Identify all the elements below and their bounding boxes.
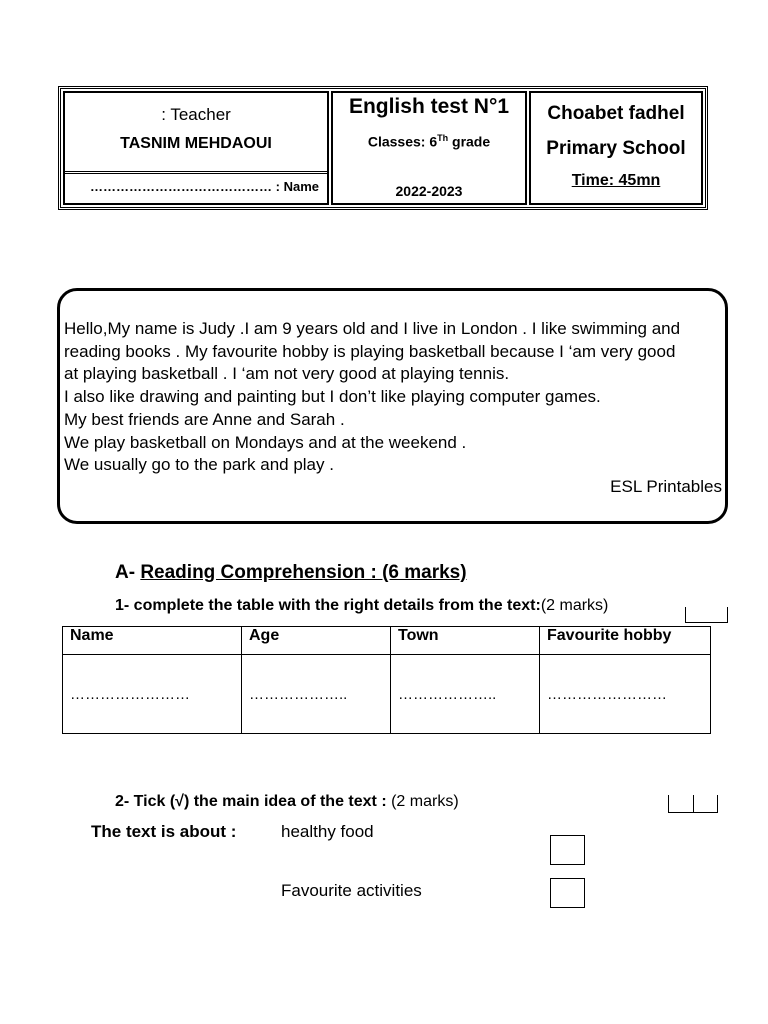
reading-passage-box: [57, 288, 728, 524]
tick-box-healthy-food[interactable]: [550, 835, 585, 865]
teacher-cell: [63, 91, 329, 205]
table-header-row: [63, 627, 711, 655]
town-answer-field[interactable]: ………………..: [391, 655, 540, 734]
header-town: Town: [391, 627, 540, 655]
question-2-marks: (2 marks): [386, 793, 459, 810]
question-2-number: 2-: [115, 793, 134, 810]
passage-text: [64, 318, 721, 477]
test-title: English test N°1: [348, 95, 510, 118]
teacher-divider: [65, 171, 327, 174]
passage-line: Hello,My name is Judy .I am 9 years old and I live in London . I like swimming and: [64, 319, 681, 338]
passage-line: I also like drawing and painting but I don’t like playing computer games.: [64, 387, 601, 407]
header-age: Age: [242, 627, 391, 655]
passage-line: at playing basketball . I ‘am not very good at playing tennis.: [64, 364, 510, 384]
section-a-heading: [115, 562, 467, 584]
question-1: [115, 597, 608, 615]
option-favourite-activities: Favourite activities: [281, 881, 422, 900]
classes-prefix: Classes: 6: [367, 133, 438, 150]
tick-box-favourite-activities[interactable]: [550, 878, 585, 908]
about-label: The text is about :: [91, 822, 237, 841]
question-1-text: complete the table with the right details from the text:: [133, 597, 541, 614]
option-healthy-food: healthy food: [281, 822, 374, 841]
details-table: [62, 626, 711, 734]
question-1-marks: (2 marks): [540, 597, 609, 614]
teacher-name: TASNIM MEHDAOUI: [120, 135, 272, 152]
question-2-score-divider: [693, 795, 694, 813]
passage-line: My best friends are Anne and Sarah .: [64, 409, 345, 429]
school-name-line2: Primary School: [546, 138, 686, 159]
classes-suffix: grade: [448, 133, 491, 150]
question-1-number: 1-: [115, 597, 134, 614]
table-row: [63, 655, 711, 734]
time-label: Time: 45mn: [571, 172, 661, 189]
school-year: 2022-2023: [395, 183, 463, 199]
name-answer-field[interactable]: ……………………: [63, 655, 242, 734]
test-info-cell: [331, 91, 527, 205]
question-1-score-box[interactable]: [685, 607, 728, 623]
classes-label: [333, 133, 525, 150]
header-favourite-hobby: Favourite hobby: [540, 627, 711, 655]
section-a-title: Reading Comprehension : (6 marks): [140, 562, 467, 583]
passage-credit: ESL Printables: [610, 477, 722, 496]
header-name: Name: [63, 627, 242, 655]
passage-line: reading books . My favourite hobby is playing basketball because I ‘am very good: [64, 341, 676, 361]
school-cell: [529, 91, 703, 205]
passage-line: We usually go to the park and play .: [64, 455, 334, 475]
question-2-text: Tick (√) the main idea of the text :: [133, 793, 387, 810]
student-name-field[interactable]: …………………………………… : Name: [90, 179, 319, 194]
hobby-answer-field[interactable]: ……………………: [540, 655, 711, 734]
passage-line: We play basketball on Mondays and at the weekend .: [64, 432, 467, 452]
age-answer-field[interactable]: ………………..: [242, 655, 391, 734]
question-2: [115, 793, 459, 811]
classes-superscript: Th: [437, 133, 449, 143]
section-a-prefix: A-: [115, 562, 141, 583]
header-box: [58, 86, 708, 210]
school-name-line1: Choabet fadhel: [547, 103, 685, 124]
teacher-label: : Teacher: [161, 105, 231, 124]
